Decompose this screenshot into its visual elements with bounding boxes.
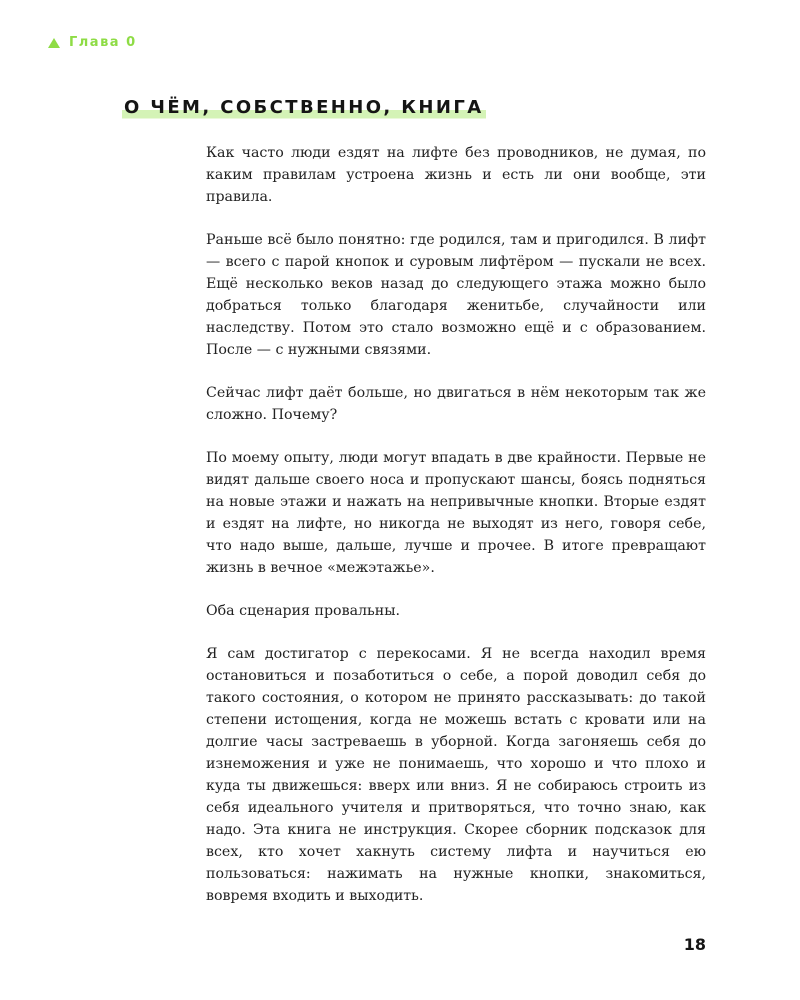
chapter-marker <box>48 35 137 50</box>
paragraph: По моему опыту, люди могут впадать в две крайности. Первые не видят дальше своего носа и пропускают шансы, боясь подняться на новые этажи и нажать на непривычные кнопки. Вторые ездят и ездят на лифте, но никогда не выходят из него, говоря себе, что надо выше, дальше, лучше и прочее. В итоге превращают жизнь в вечное «межэтажье». <box>206 450 706 576</box>
paragraph: Как часто люди ездят на лифте без проводников, не думая, по каким правилам устроена жизнь и есть ли они вообще, эти правила. <box>206 145 706 205</box>
section-heading: О ЧЁМ, СОБСТВЕННО, КНИГА <box>124 97 484 118</box>
body-text <box>206 142 706 928</box>
paragraph: Оба сценария провальны. <box>206 603 401 619</box>
chapter-label: Глава 0 <box>69 35 137 50</box>
paragraph: Раньше всё было понятно: где родился, там и пригодился. В лифт — всего с парой кнопок и суровым лифтёром — пускали не всех. Ещё несколько веков назад до следующего этажа можно было добраться только благодаря женитьбе, случайности или наследству. Потом это стало возможно ещё и с образованием. После — с нужными связями. <box>206 232 706 358</box>
triangle-icon <box>48 38 60 48</box>
paragraph: Я сам достигатор с перекосами. Я не всегда находил время остановиться и позаботиться о себе, а порой доводил себя до такого состояния, о котором не принято рассказывать: до такой степени истощения, когда не можешь встать с кровати или на долгие часы застреваешь в уборной. Когда загоняешь себя до изнеможения и уже не понимаешь, что хорошо и что плохо и куда ты движешься: вверх или вниз. Я не собираюсь строить из себя идеального учителя и притворяться, что точно знаю, как надо. Эта книга не инструкция. Скорее сборник подсказок для всех, кто хочет хакнуть систему лифта и научиться ею пользоваться: нажимать на нужные кнопки, знакомиться, вовремя входить и выходить. <box>206 646 706 904</box>
page-number: 18 <box>683 935 706 954</box>
paragraph: Сейчас лифт даёт больше, но двигаться в нём некоторым так же сложно. Почему? <box>206 385 706 423</box>
